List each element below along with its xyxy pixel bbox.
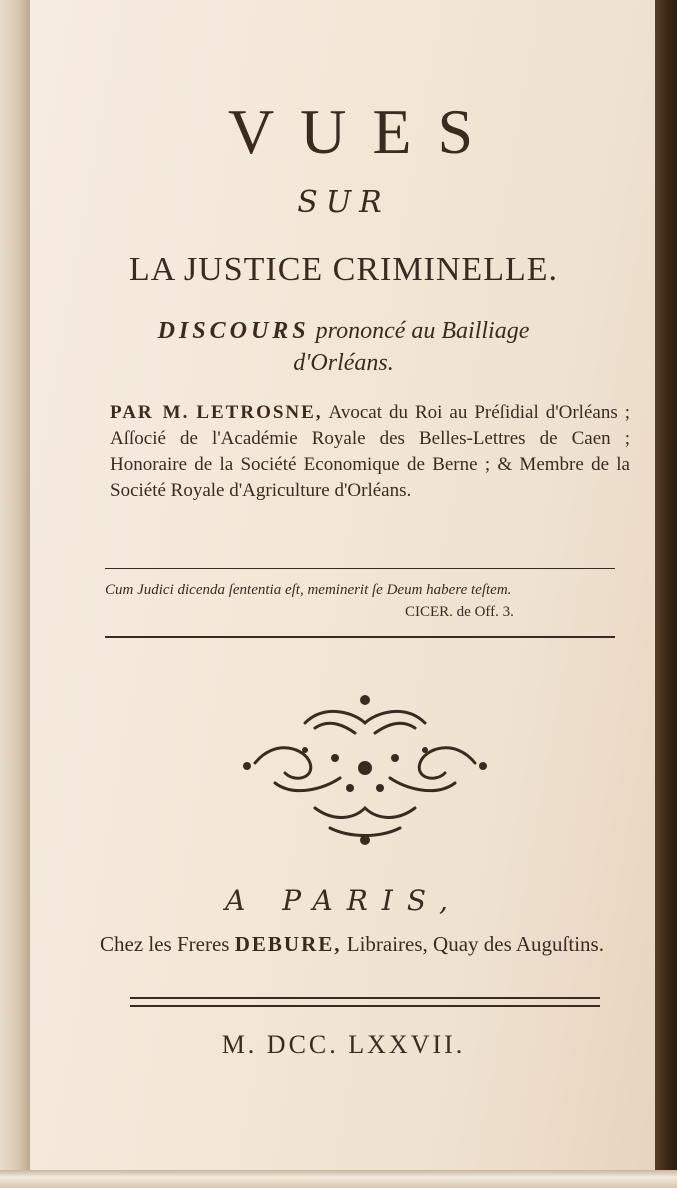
author-description: Avocat du Roi au Préſidial d'Orléans ; Aſſocié de l'Académie Royale des Belles-Lettres de Caen ; Honoraire de la Société Economique de Berne ; & Membre de la Société Royale d'Agriculture d'Orléans. bbox=[110, 402, 631, 501]
publisher-rest: Libraires, Quay des Auguſtins. bbox=[346, 932, 604, 956]
book-subject: LA JUSTICE CRIMINELLE. bbox=[128, 251, 559, 288]
publication-date: M. DCC. LXXVII. bbox=[221, 1030, 466, 1059]
publisher-name: DEBURE, bbox=[234, 932, 342, 956]
author-block bbox=[110, 400, 630, 504]
imprint-city: A PARIS, bbox=[225, 884, 462, 917]
discours-line bbox=[30, 315, 657, 379]
author-prefix: PAR M. bbox=[110, 402, 190, 423]
discours-place: d'Orléans. bbox=[293, 350, 394, 376]
divider-bottom bbox=[105, 636, 615, 638]
publisher-prefix: Chez les Freres bbox=[100, 932, 230, 956]
title-preposition: SUR bbox=[297, 185, 390, 220]
divider-top bbox=[105, 568, 615, 569]
author-name: LETROSNE, bbox=[196, 402, 323, 423]
printers-ornament bbox=[235, 688, 495, 848]
book-spine-left-edge bbox=[0, 0, 30, 1188]
discours-rest: prononcé au Bailliage bbox=[315, 318, 530, 344]
title-page bbox=[30, 0, 657, 1172]
publisher-block bbox=[100, 930, 640, 958]
book-cover-right-edge bbox=[655, 0, 677, 1188]
epigraph-text: Cum Judici dicenda ſententia eſt, meminerit ſe Deum habere teſtem. bbox=[105, 582, 512, 598]
book-title: VUES bbox=[227, 96, 500, 167]
epigraph-citation: CICER. de Off. 3. bbox=[405, 604, 514, 620]
discours-word: DISCOURS bbox=[157, 318, 310, 344]
imprint-double-rule bbox=[130, 997, 600, 1007]
page-bottom-edge bbox=[0, 1170, 677, 1188]
